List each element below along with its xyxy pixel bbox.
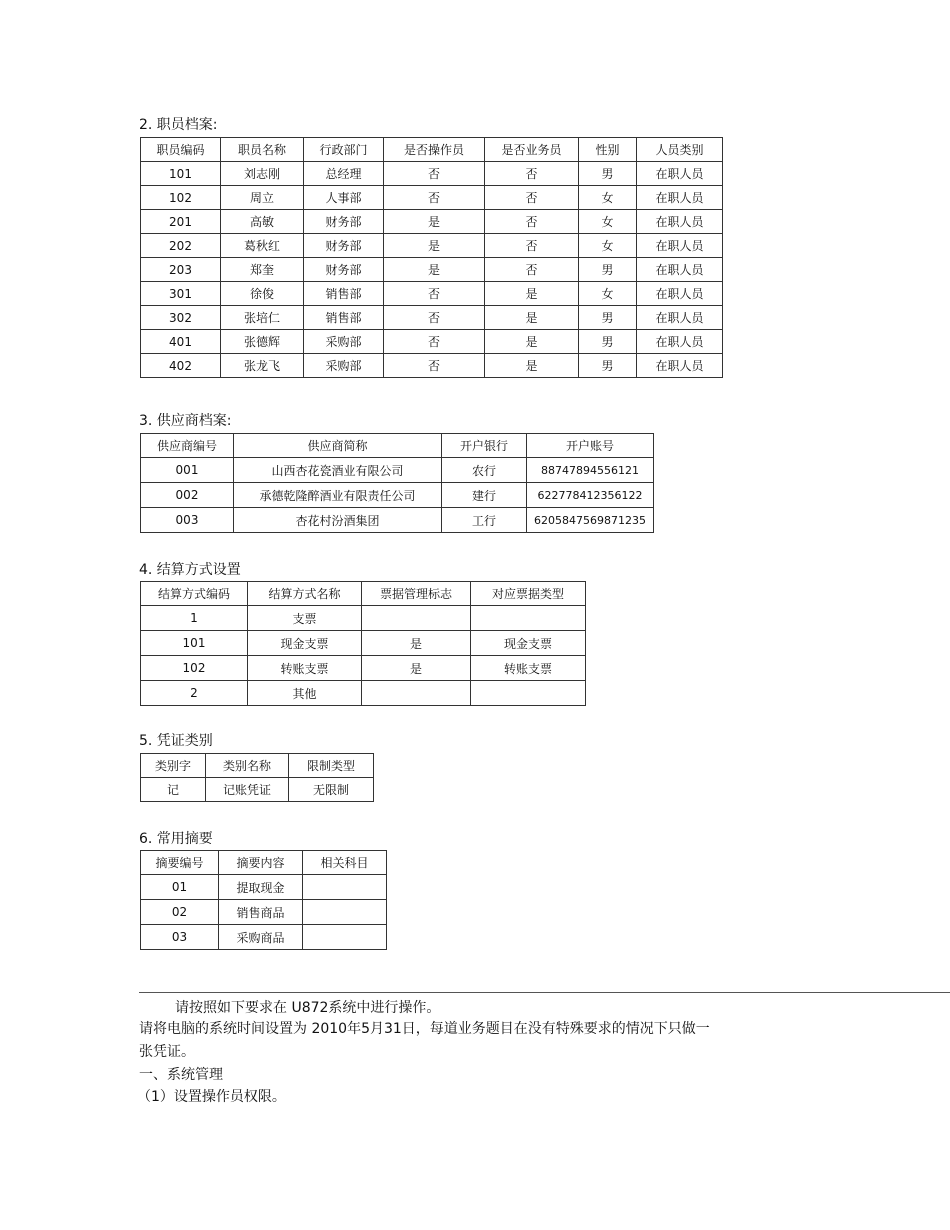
column-header: 对应票据类型 <box>471 582 586 606</box>
column-header: 结算方式编码 <box>141 582 248 606</box>
table-cell: 是 <box>384 210 485 234</box>
section-title-voucher-types: 5. 凭证类别 <box>139 733 213 749</box>
table-cell: 周立 <box>221 186 304 210</box>
table-cell: 001 <box>141 458 234 483</box>
table-cell: 03 <box>141 925 219 950</box>
table-cell: 其他 <box>248 681 362 706</box>
table-cell: 402 <box>141 354 221 378</box>
column-header: 类别名称 <box>206 754 289 778</box>
column-header: 是否操作员 <box>384 138 485 162</box>
table-cell: 201 <box>141 210 221 234</box>
table-cell: 是 <box>485 354 579 378</box>
column-header: 类别字 <box>141 754 206 778</box>
table-cell: 003 <box>141 508 234 533</box>
column-header: 人员类别 <box>637 138 723 162</box>
table-header-row <box>141 754 374 778</box>
employees-table <box>140 137 723 378</box>
column-header: 职员名称 <box>221 138 304 162</box>
table-row <box>141 162 723 186</box>
table-cell: 02 <box>141 900 219 925</box>
table-cell: 002 <box>141 483 234 508</box>
table-row <box>141 483 654 508</box>
table-cell: 刘志刚 <box>221 162 304 186</box>
table-cell <box>362 681 471 706</box>
table-cell: 否 <box>384 282 485 306</box>
table-cell: 在职人员 <box>637 306 723 330</box>
table-cell: 财务部 <box>304 258 384 282</box>
table-cell: 张培仁 <box>221 306 304 330</box>
table-cell <box>471 606 586 631</box>
table-cell: 人事部 <box>304 186 384 210</box>
table-cell: 否 <box>485 258 579 282</box>
table-row <box>141 234 723 258</box>
table-cell: 男 <box>579 330 637 354</box>
table-cell: 102 <box>141 656 248 681</box>
table-cell <box>303 900 387 925</box>
table-row <box>141 186 723 210</box>
instruction-line-2: 请将电脑的系统时间设置为 2010年5月31日，每道业务题目在没有特殊要求的情况下只做一 <box>139 1021 710 1037</box>
column-header: 开户银行 <box>442 434 527 458</box>
table-cell: 财务部 <box>304 210 384 234</box>
table-cell: 否 <box>384 306 485 330</box>
table-cell: 1 <box>141 606 248 631</box>
table-cell: 是 <box>485 330 579 354</box>
table-cell: 301 <box>141 282 221 306</box>
table-row <box>141 508 654 533</box>
section-title-summaries: 6. 常用摘要 <box>139 831 213 847</box>
table-cell: 否 <box>384 162 485 186</box>
table-cell: 提取现金 <box>219 875 303 900</box>
section-title-settlement: 4. 结算方式设置 <box>139 562 241 578</box>
table-row <box>141 282 723 306</box>
table-row <box>141 778 374 802</box>
table-cell: 无限制 <box>289 778 374 802</box>
suppliers-table <box>140 433 654 533</box>
table-cell: 男 <box>579 162 637 186</box>
table-header-row <box>141 851 387 875</box>
table-cell: 是 <box>485 306 579 330</box>
voucher-types-table <box>140 753 374 802</box>
table-row <box>141 354 723 378</box>
column-header: 结算方式名称 <box>248 582 362 606</box>
table-row <box>141 925 387 950</box>
table-cell: 是 <box>384 258 485 282</box>
table-cell: 401 <box>141 330 221 354</box>
table-cell: 是 <box>362 656 471 681</box>
table-cell: 张德辉 <box>221 330 304 354</box>
horizontal-divider <box>139 992 950 993</box>
column-header: 摘要编号 <box>141 851 219 875</box>
table-cell: 工行 <box>442 508 527 533</box>
column-header: 职员编码 <box>141 138 221 162</box>
table-cell: 农行 <box>442 458 527 483</box>
instruction-line-1: 请按照如下要求在 U872系统中进行操作。 <box>175 1000 441 1016</box>
table-cell: 在职人员 <box>637 282 723 306</box>
table-header-row <box>141 138 723 162</box>
table-cell: 是 <box>362 631 471 656</box>
column-header: 票据管理标志 <box>362 582 471 606</box>
table-row <box>141 875 387 900</box>
table-cell <box>303 875 387 900</box>
table-cell: 否 <box>485 162 579 186</box>
table-cell <box>362 606 471 631</box>
column-header: 限制类型 <box>289 754 374 778</box>
table-cell: 102 <box>141 186 221 210</box>
table-cell: 徐俊 <box>221 282 304 306</box>
table-cell: 否 <box>485 210 579 234</box>
table-cell: 张龙飞 <box>221 354 304 378</box>
table-cell: 销售部 <box>304 282 384 306</box>
table-cell: 女 <box>579 210 637 234</box>
table-row <box>141 631 586 656</box>
table-cell: 01 <box>141 875 219 900</box>
column-header: 性别 <box>579 138 637 162</box>
table-cell: 现金支票 <box>471 631 586 656</box>
instruction-line-3: 张凭证。 <box>139 1044 195 1060</box>
table-cell: 否 <box>384 330 485 354</box>
column-header: 开户账号 <box>527 434 654 458</box>
table-cell: 女 <box>579 282 637 306</box>
table-row <box>141 681 586 706</box>
table-cell: 现金支票 <box>248 631 362 656</box>
table-cell: 男 <box>579 258 637 282</box>
table-cell: 葛秋红 <box>221 234 304 258</box>
column-header: 行政部门 <box>304 138 384 162</box>
table-cell: 销售商品 <box>219 900 303 925</box>
table-cell: 在职人员 <box>637 162 723 186</box>
table-cell: 男 <box>579 354 637 378</box>
table-cell: 622778412356122 <box>527 483 654 508</box>
table-cell: 202 <box>141 234 221 258</box>
table-cell: 88747894556121 <box>527 458 654 483</box>
table-cell: 2 <box>141 681 248 706</box>
column-header: 供应商简称 <box>234 434 442 458</box>
table-cell: 建行 <box>442 483 527 508</box>
table-row <box>141 606 586 631</box>
table-cell <box>471 681 586 706</box>
table-cell: 在职人员 <box>637 354 723 378</box>
table-header-row <box>141 434 654 458</box>
table-row <box>141 330 723 354</box>
table-cell: 记账凭证 <box>206 778 289 802</box>
table-cell: 302 <box>141 306 221 330</box>
table-header-row <box>141 582 586 606</box>
table-cell: 在职人员 <box>637 186 723 210</box>
summaries-table <box>140 850 387 950</box>
table-row <box>141 900 387 925</box>
table-cell: 101 <box>141 162 221 186</box>
table-row <box>141 306 723 330</box>
table-cell: 在职人员 <box>637 210 723 234</box>
table-cell: 转账支票 <box>471 656 586 681</box>
table-cell: 销售部 <box>304 306 384 330</box>
table-cell: 支票 <box>248 606 362 631</box>
table-cell: 郑奎 <box>221 258 304 282</box>
table-cell: 采购商品 <box>219 925 303 950</box>
table-cell: 101 <box>141 631 248 656</box>
column-header: 供应商编号 <box>141 434 234 458</box>
table-cell: 女 <box>579 234 637 258</box>
table-cell: 承德乾隆醉酒业有限责任公司 <box>234 483 442 508</box>
table-cell: 是 <box>485 282 579 306</box>
table-cell: 否 <box>384 186 485 210</box>
table-cell: 杏花村汾酒集团 <box>234 508 442 533</box>
table-cell: 记 <box>141 778 206 802</box>
column-header: 摘要内容 <box>219 851 303 875</box>
table-cell: 在职人员 <box>637 234 723 258</box>
table-cell: 在职人员 <box>637 330 723 354</box>
instruction-item: （1）设置操作员权限。 <box>137 1089 286 1105</box>
instruction-heading: 一、系统管理 <box>139 1067 223 1083</box>
table-cell: 女 <box>579 186 637 210</box>
table-cell: 在职人员 <box>637 258 723 282</box>
table-cell: 总经理 <box>304 162 384 186</box>
table-cell <box>303 925 387 950</box>
table-cell: 男 <box>579 306 637 330</box>
table-cell: 财务部 <box>304 234 384 258</box>
table-cell: 否 <box>384 354 485 378</box>
table-row <box>141 458 654 483</box>
column-header: 相关科目 <box>303 851 387 875</box>
table-cell: 6205847569871235 <box>527 508 654 533</box>
table-row <box>141 210 723 234</box>
table-cell: 高敏 <box>221 210 304 234</box>
table-row <box>141 656 586 681</box>
table-cell: 转账支票 <box>248 656 362 681</box>
section-title-suppliers: 3. 供应商档案: <box>139 413 232 429</box>
table-cell: 采购部 <box>304 354 384 378</box>
column-header: 是否业务员 <box>485 138 579 162</box>
table-cell: 采购部 <box>304 330 384 354</box>
table-cell: 是 <box>384 234 485 258</box>
settlement-table <box>140 581 586 706</box>
section-title-employees: 2. 职员档案: <box>139 117 218 133</box>
table-row <box>141 258 723 282</box>
table-cell: 否 <box>485 234 579 258</box>
table-cell: 山西杏花瓷酒业有限公司 <box>234 458 442 483</box>
table-cell: 203 <box>141 258 221 282</box>
table-cell: 否 <box>485 186 579 210</box>
